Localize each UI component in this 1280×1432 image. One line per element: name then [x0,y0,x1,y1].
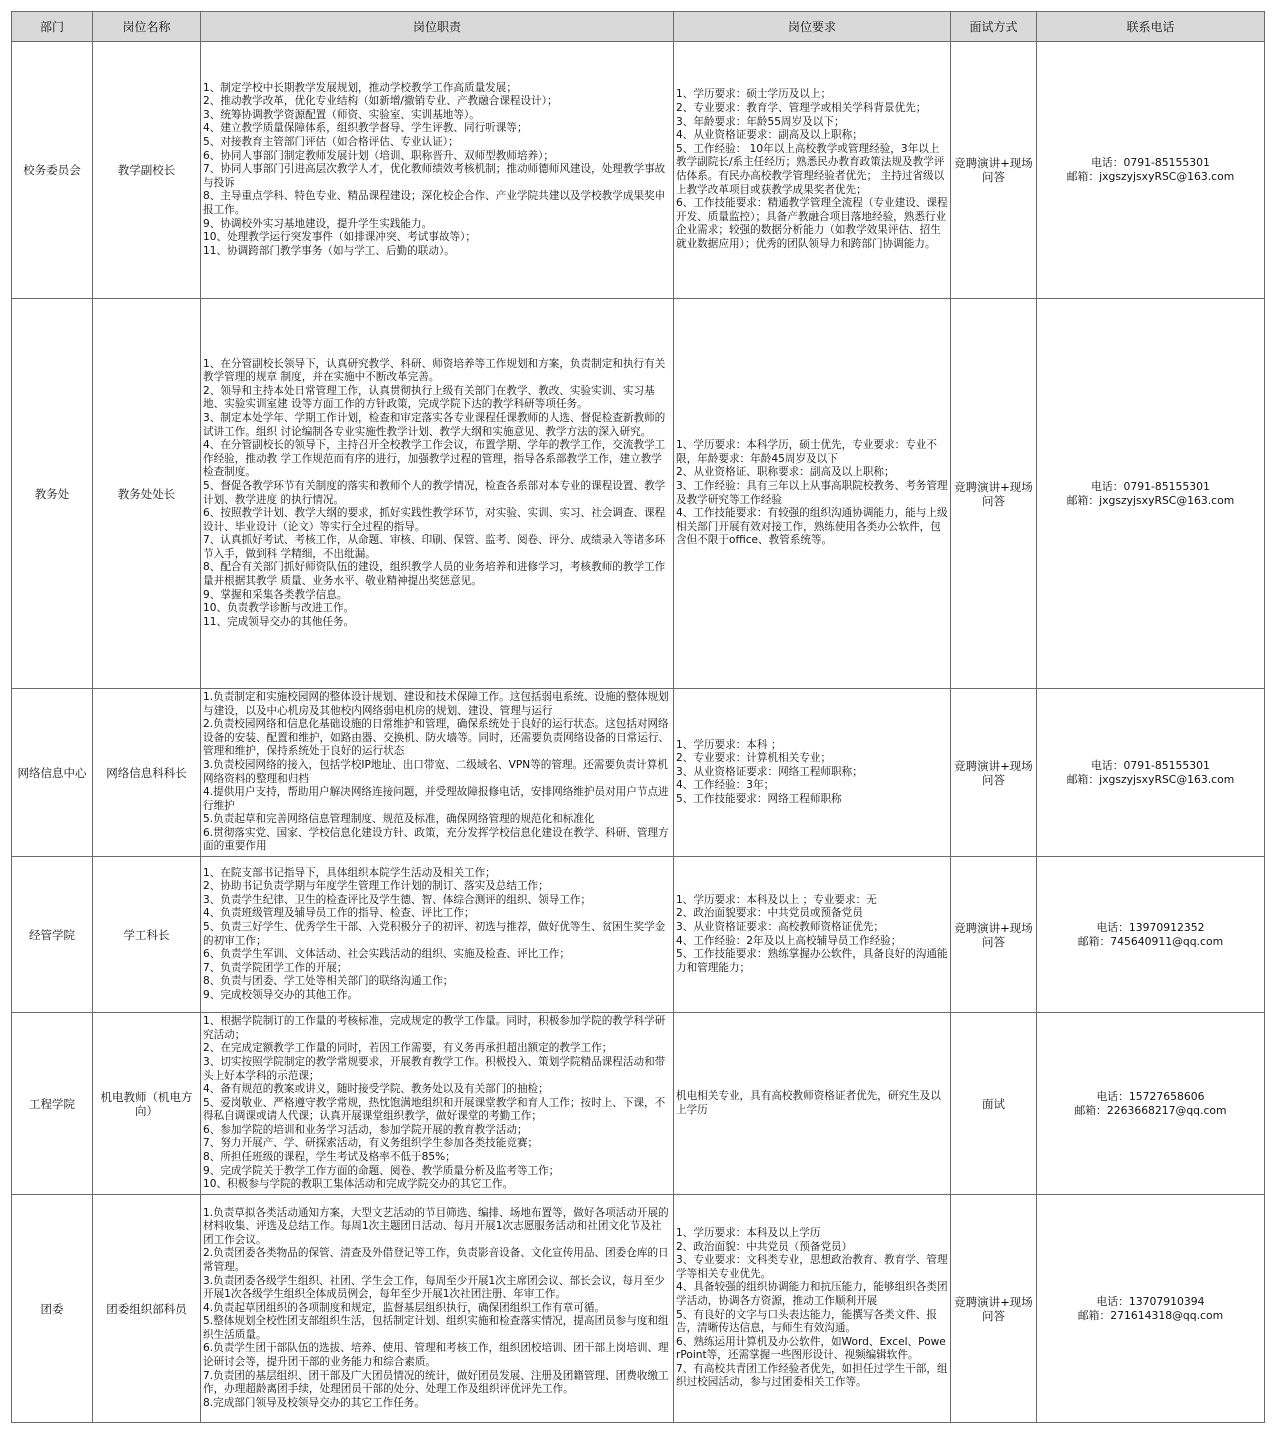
duty-item: 3.负责团委各级学生组织、社团、学生会工作，每周至少开展1次主席团会议、部长会议，每月至少开展1次各级学生组织全体成员例会，每年至少开展1次社团注册、年审工作。 [203,1274,665,1301]
requirement-item: 2、从业资格证、职称要求：副高及以上职称； [676,466,895,479]
requirement-item: 3、专业要求：文科类专业，思想政治教育、教育学、管理学等相关专业优先。 [676,1254,948,1280]
duty-item: 4.提供用户支持，帮助用户解决网络连接问题，并受理故障报修电话，安排网络维护员对用户节点进行维护 [203,786,669,812]
phone-text: 电话：15727658606 [1096,1089,1205,1103]
requirement-item: 6、熟练运用计算机及办公软件，如Word、Excel、PowerPoint等，还需掌握一些图形设计、视频编辑软件。 [676,1335,946,1362]
email-text: 邮箱：jxgszyjsxyRSC@163.com [1066,493,1235,507]
header-interview: 面试方式 [951,12,1037,42]
header-position: 岗位名称 [93,12,201,42]
duty-item: 1、制定学校中长期教学发展规划，推动学校教学工作高质量发展； [203,81,517,94]
duty-item: 8、主导重点学科、特色专业、精品课程建设；深化校企合作、产业学院共建以及学校教学成果奖申报工作。 [203,190,666,216]
requirements-cell [674,857,951,1013]
requirement-item: 7、有高校共青团工作经验者优先，如担任过学生干部，组织过校园活动，参与过团委相关工作等。 [676,1362,948,1389]
requirement-item: 2、政治面貌：中共党员（预备党员） [676,1240,853,1253]
duty-item: 2、领导和主持本处日常管理工作，认真贯彻执行上级有关部门在教学、教改、实验实训、实习基地、实验实训室建 设等方面工作的方针政策，完成学院下达的教学科研等项任务。 [203,384,655,411]
contact-cell [1037,1013,1265,1195]
duty-item: 2、协助书记负责学期与年度学生管理工作计划的制订、落实及总结工作； [203,880,549,893]
requirements-cell [674,42,951,299]
requirement-item: 1、学历要求：本科 ； [676,738,782,751]
requirements-cell [674,689,951,857]
duty-item: 3、统筹协调教学资源配置（师资、实验室、实训基地等）。 [203,108,480,121]
requirement-item: 3、从业资格证要求：网络工程师职称； [676,765,863,778]
position-cell: 学工科长 [93,857,201,1013]
table-row [12,42,1265,299]
contact-cell [1037,857,1265,1013]
requirement-item: 1、学历要求：本科学历，硕士优先，专业要求：专业不限，年龄要求：年龄45周岁及以下 [676,439,937,465]
requirement-item: 5、工作技能要求：熟练掌握办公软件，具备良好的沟通能力和管理能力； [676,948,948,974]
duty-item: 9、掌握和采集各类教学信息。 [203,588,348,601]
duty-item: 2.负责团委各类物品的保管、清查及外借登记等工作，负责影音设备、文化宣传用品、团委仓库的日常管理。 [203,1247,669,1273]
contact-cell [1037,689,1265,857]
duty-item: 5、负责三好学生、优秀学生干部、入党积极分子的初评、初选与推荐，做好优等生、贫困生奖学金的初审工作； [203,920,666,947]
requirement-item: 4、从业资格证要求：副高及以上职称； [676,129,863,142]
duty-item: 2、推动教学改革，优化专业结构（如新增/撤销专业、产教融合课程设计）； [203,95,558,108]
duty-item: 5、对接教育主管部门评估（如合格评估、专业认证）； [203,136,459,149]
duty-item: 5、督促各教学环节有关制度的落实和教师个人的教学情况，检查各系部对本专业的课程设置、教学计划、教学进度 的执行情况。 [203,479,666,506]
duty-item: 11、完成领导交办的其他任务。 [203,615,355,628]
position-cell: 网络信息科科长 [93,689,201,857]
requirement-item: 5、有良好的文字与口头表达能力，能撰写各类文件、报告，清晰传达信息，与师生有效沟通。 [676,1308,937,1335]
requirement-item: 4、工作经验：2年及以上高校辅导员工作经验； [676,934,902,947]
email-text: 邮箱：2263668217@qq.com [1074,1103,1227,1117]
duty-item: 7、努力开展产、学、研探索活动，有义务组织学生参加各类技能竞赛； [203,1137,539,1150]
requirement-item: 3、从业资格证要求：高校教师资格证优先； [676,920,885,933]
duty-item: 8、所担任班级的课程，学生考试及格率不低于85%； [203,1151,456,1164]
duty-item: 6、协同人事部门制定教师发展计划（培训、职称晋升、双师型教师培养）； [203,149,555,162]
dept-cell: 网络信息中心 [12,689,93,857]
duty-item: 9、完成学院关于教学工作方面的命题、阅卷、教学质量分析及监考等工作； [203,1164,560,1177]
duty-item: 5.整体规划全校性团支部组织生活，包括制定计划、组织实施和检查落实情况，提高团员参与度和组织生活质量。 [203,1315,669,1341]
duty-item: 9、完成校领导交办的其他工作。 [203,988,359,1001]
position-cell: 教学副校长 [93,42,201,299]
duty-item: 10、负责教学诊断与改进工作。 [203,602,355,615]
dept-cell: 工程学院 [12,1013,93,1195]
header-row [12,12,1265,42]
contact-cell [1037,42,1265,299]
table-row [12,1195,1265,1423]
interview-cell: 竞聘演讲+现场问答 [951,299,1037,689]
header-dept: 部门 [12,12,93,42]
duty-item: 5.负责起草和完善网络信息管理制度、规范及标准，确保网络管理的规范化和标准化 [203,813,595,826]
requirements-cell [674,1195,951,1423]
duty-item: 1.负责制定和实施校园网的整体设计规划、建设和技术保障工作。这包括弱电系统、设施的整体规划与建设，以及中心机房及其他校内网络弱电机房的规划、建设、管理与运行 [203,690,669,717]
requirement-item: 3、年龄要求：年龄55周岁及以下； [676,115,845,128]
duty-item: 3、负责学生纪律、卫生的检查评比及学生德、智、体综合测评的组织、领导工作； [203,893,592,906]
duty-item: 4、在分管副校长的领导下，主持召开全校教学工作会议，布置学期、学年的教学工作，交流教学工作经验，推动教 学工作规范而有序的进行，加强教学过程的管理，指导各系部教学工作，建立教学检查制度。 [203,439,666,479]
duties-cell [201,1195,674,1423]
duty-item: 8、配合有关部门抓好师资队伍的建设，组织教学人员的业务培养和进修学习，考核教师的教学工作量并根据其教学 质量、业务水平、敬业精神提出奖惩意见。 [203,561,666,588]
requirement-item: 2、专业要求：教育学、管理学或相关学科背景优先； [676,102,927,115]
duty-item: 8.完成部门领导及校领导交办的其它工作任务。 [203,1396,425,1409]
phone-text: 电话：0791-85155301 [1091,758,1210,772]
duty-item: 6.贯彻落实党、国家、学校信息化建设方针、政策，充分发挥学校信息化建设在教学、科研、管理方面的重要作用 [203,826,669,853]
header-duties: 岗位职责 [201,12,674,42]
duty-item: 6、按照教学计划、教学大纲的要求，抓好实践性教学环节，对实验、实训、实习、社会调查、课程设计、毕业设计（论文）等实行全过程的指导。 [203,507,666,533]
duty-item: 4、负责班级管理及辅导员工作的指导、检查、评比工作； [203,907,475,920]
duty-item: 11、协调跨部门教学事务（如与学工、后勤的联动）。 [203,244,455,257]
interview-cell: 面试 [951,1013,1037,1195]
duties-cell [201,689,674,857]
requirements-cell [674,299,951,689]
duty-item: 9、协调校外实习基地建设，提升学生实践能力。 [203,217,433,230]
requirement-item: 5、工作经验： 10年以上高校教学或管理经验，3年以上教学副院长/系主任经历；熟悉民办教育政策法规及教学评估体系。有民办高校教学管理经验者优先； 主持过省级以上教学改革项目或获教学成果奖者优先； [676,142,945,196]
phone-text: 电话：13707910394 [1096,1294,1205,1308]
interview-cell: 竞聘演讲+现场问答 [951,42,1037,299]
duty-item: 6、负责学生军训、文体活动、社会实践活动的组织、实施及检查、评比工作； [203,948,570,961]
duty-item: 3、制定本处学年、学期工作计划，检查和审定落实各专业课程任课教师的人选、督促检查新教师的试讲工作。组织 讨论编制各专业实施性教学计划、教学大纲和实施意见、教学方法的深入研究。 [203,411,666,438]
email-text: 邮箱：271614318@qq.com [1077,1308,1224,1322]
email-text: 邮箱：jxgszyjsxyRSC@163.com [1066,170,1235,183]
dept-cell: 校务委员会 [12,42,93,299]
email-text: 邮箱：jxgszyjsxyRSC@163.com [1066,772,1235,786]
table-row [12,857,1265,1013]
duty-item: 1、在院支部书记指导下，具体组织本院学生活动及相关工作； [203,866,496,879]
duty-item: 3、切实按照学院制定的教学常规要求，开展教育教学工作。积极投入、策划学院精品课程活动和带头上好本学科的示范课； [203,1055,666,1082]
table-row [12,1013,1265,1195]
duty-item: 10、处理教学运行突发事件（如排课冲突、考试事故等）； [203,231,477,244]
requirement-item: 2、专业要求：计算机相关专业； [676,752,832,765]
contact-cell [1037,299,1265,689]
header-contact: 联系电话 [1037,12,1265,42]
duty-item: 5、爱岗敬业、严格遵守教学常规，热忱饱满地组织和开展课堂教学和育人工作；按时上、下课，不得私自调课或请人代课；认真开展课堂组织教学，做好课堂的考勤工作； [203,1096,666,1123]
duty-item: 4、备有规范的教案或讲义，随时接受学院、教务处以及有关部门的抽检； [203,1083,549,1096]
duty-item: 1.负责草拟各类活动通知方案，大型文艺活动的节目筛选、编排、场地布置等，做好各项活动开展的材料收集、评选及总结工作。每周1次主题团日活动、每月开展1次志愿服务活动和社团文化节及社团工作会议。 [203,1206,669,1246]
duty-item: 2.负责校园网络和信息化基础设施的日常维护和管理，确保系统处于良好的运行状态。这包括对网络设备的安装、配置和维护，如路由器、交换机、防火墙等。同时，还需要负责网络设备的日常运行、管理和维护，保持系统处于良好的运行状态 [203,718,670,758]
duty-item: 6、参加学院的培训和业务学习活动，参加学院开展的教育教学活动； [203,1123,528,1136]
position-cell: 团委组织部科员 [93,1195,201,1423]
requirement-item: 1、学历要求：硕士学历及以上； [676,88,832,101]
position-cell: 教务处处长 [93,299,201,689]
email-text: 邮箱：745640911@qq.com [1077,934,1224,948]
duty-item: 4.负责起草团组织的各项制度和规定，监督基层组织执行，确保团组织工作有章可循。 [203,1301,606,1314]
phone-text: 电话：0791-85155301 [1091,479,1210,493]
duty-item: 6.负责学生团干部队伍的选拔、培养、使用、管理和考核工作，组织团校培训、团干部上岗培训、理论研讨会等，提升团干部的业务能力和综合素质。 [203,1342,669,1369]
duty-item: 8、负责与团委、学工处等相关部门的联络沟通工作； [203,975,454,988]
requirement-item: 5、工作技能要求：网络工程师职称 [676,792,842,805]
dept-cell: 团委 [12,1195,93,1423]
requirement-item: 机电相关专业，具有高校教师资格证者优先，研究生及以上学历 [676,1089,941,1116]
phone-text: 电话：13970912352 [1096,920,1205,934]
duties-cell [201,42,674,299]
duties-cell [201,1013,674,1195]
phone-text: 电话：0791-85155301 [1091,156,1210,169]
duty-item: 3.负责校园网络的接入，包括学校IP地址、出口带宽、二级域名、VPN等的管理。还需要负责计算机网络资料的整理和归档 [203,758,668,785]
duty-item: 7、协同人事部门引进高层次教学人才，优化教师绩效考核机制；推动师德师风建设，处理教学事故与投诉 [203,163,666,189]
duty-item: 2、在完成定额教学工作量的同时，若因工作需要，有义务再承担超出额定的教学工作； [203,1042,613,1055]
interview-cell: 竞聘演讲+现场问答 [951,857,1037,1013]
interview-cell: 竞聘演讲+现场问答 [951,689,1037,857]
dept-cell: 经管学院 [12,857,93,1013]
requirement-item: 6、工作技能要求：精通教学管理全流程（专业建设、课程开发、质量监控）；具备产教融合项目落地经验，熟悉行业企业需求；较强的数据分析能力（如教学效果评估、招生就业数据应用）；优秀的团队领导力和跨部门协调能力。 [676,197,948,250]
requirement-item: 1、学历要求：本科及以上学历 [676,1226,821,1239]
duty-item: 1、根据学院制订的工作量的考核标准，完成规定的教学工作量。同时，积极参加学院的教学科学研究活动； [203,1015,666,1041]
position-cell: 机电教师（机电方向） [93,1013,201,1195]
duty-item: 4、建立教学质量保障体系，组织教学督导、学生评教、同行听课等； [203,122,528,135]
duty-item: 1、在分管副校长领导下，认真研究教学、科研、师资培养等工作规划和方案，负责制定和执行有关教学管理的规章 制度，并在实施中不断改革完善。 [203,357,666,384]
dept-cell: 教务处 [12,299,93,689]
requirement-item: 2、政治面貌要求：中共党员或预备党员 [676,907,863,920]
interview-cell: 竞聘演讲+现场问答 [951,1195,1037,1423]
duty-item: 10、积极参与学院的教职工集体活动和完成学院交办的其它工作。 [203,1178,514,1191]
requirement-item: 4、工作经验：3年； [676,779,775,792]
requirement-item: 3、工作经验：具有三年以上从事高职院校教务、考务管理及教学研究等工作经验 [676,479,948,506]
table-row [12,299,1265,689]
requirement-item: 4、具备较强的组织协调能力和抗压能力，能够组织各类团学活动，协调各方资源，推动工作顺利开展 [676,1281,948,1307]
duty-item: 7.负责团的基层组织、团干部及广大团员情况的统计，做好团员发展、注册及团籍管理、团费收缴工作，办理超龄离团手续，处理团员干部的处分、处理工作及组织评优评先工作。 [203,1369,669,1396]
duty-item: 7、认真抓好考试、考核工作，从命题、审核、印刷、保管、监考、阅卷、评分、成绩录入等诸多环节入手，做到科 学精细，不出纰漏。 [203,534,666,560]
duties-cell [201,299,674,689]
contact-cell [1037,1195,1265,1423]
recruitment-table [11,11,1265,1423]
table-row [12,689,1265,857]
requirement-item: 4、工作技能要求：有较强的组织沟通协调能力，能与上级相关部门开展有效对接工作，熟练使用各类办公软件，包含但不限于office、教管系统等。 [676,507,948,547]
header-requirements: 岗位要求 [674,12,951,42]
duty-item: 7、负责学院团学工作的开展； [203,961,348,974]
requirements-cell [674,1013,951,1195]
duties-cell [201,857,674,1013]
requirement-item: 1、学历要求：本科及以上 ；专业要求：无 [676,893,877,906]
